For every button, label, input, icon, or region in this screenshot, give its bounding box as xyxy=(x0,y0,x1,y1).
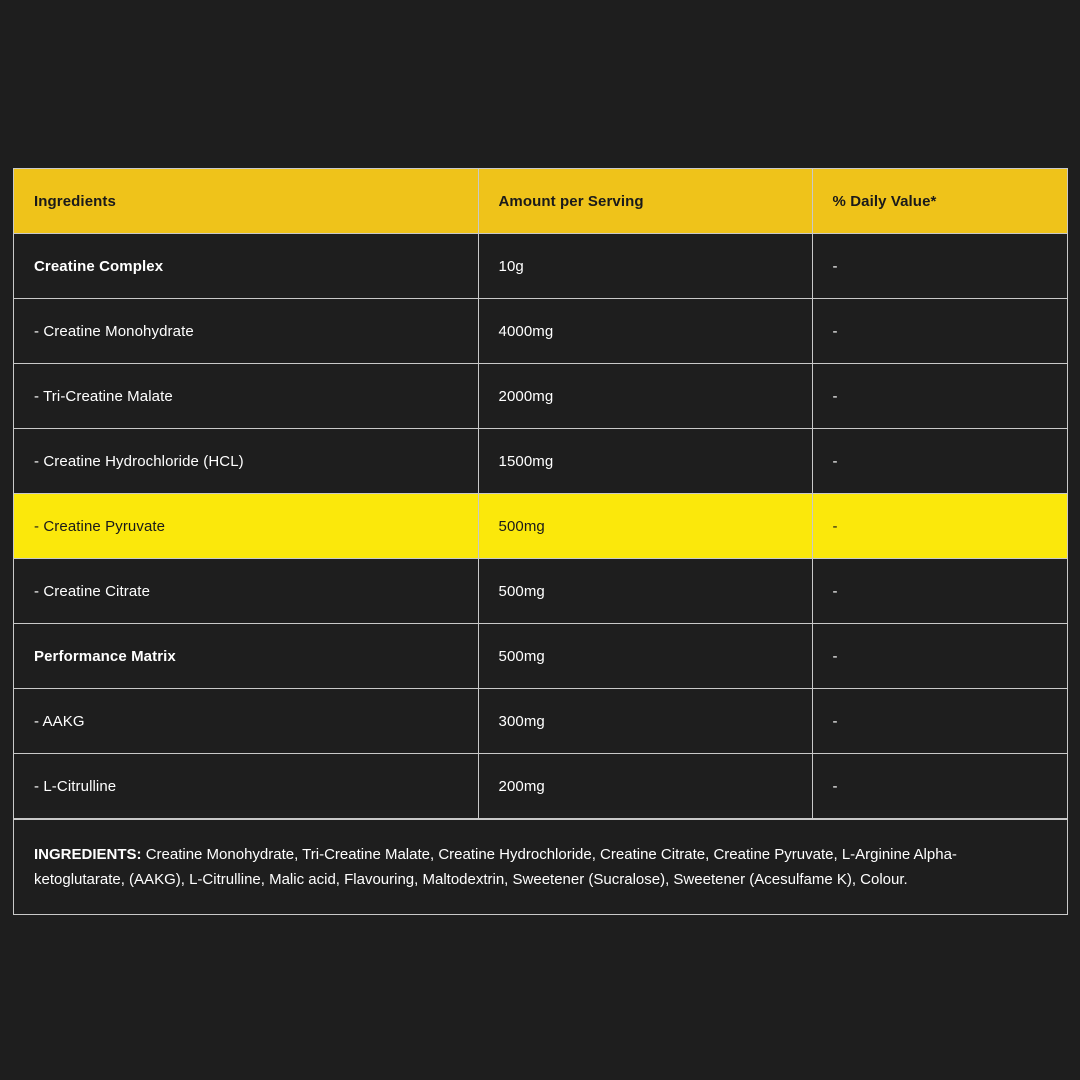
ingredient-name-cell: - Creatine Citrate xyxy=(14,559,478,624)
table-row xyxy=(14,429,1067,494)
table-header-row xyxy=(14,169,1067,234)
daily-value-cell: - xyxy=(812,299,1067,364)
amount-cell: 500mg xyxy=(478,559,812,624)
header-daily-value: % Daily Value* xyxy=(812,169,1067,234)
ingredient-name-cell: - Creatine Monohydrate xyxy=(14,299,478,364)
table-row xyxy=(14,559,1067,624)
ingredient-name-cell: - L-Citrulline xyxy=(14,754,478,819)
amount-cell: 300mg xyxy=(478,689,812,754)
header-amount-per-serving: Amount per Serving xyxy=(478,169,812,234)
daily-value-cell: - xyxy=(812,429,1067,494)
table-row xyxy=(14,299,1067,364)
daily-value-cell: - xyxy=(812,364,1067,429)
daily-value-cell: - xyxy=(812,234,1067,299)
table-row xyxy=(14,494,1067,559)
amount-cell: 500mg xyxy=(478,494,812,559)
ingredient-name-cell: Performance Matrix xyxy=(14,624,478,689)
ingredient-name-cell: - AAKG xyxy=(14,689,478,754)
daily-value-cell: - xyxy=(812,559,1067,624)
nutrition-facts-panel xyxy=(13,168,1068,915)
ingredients-statement xyxy=(14,819,1067,914)
table-row xyxy=(14,364,1067,429)
amount-cell: 500mg xyxy=(478,624,812,689)
amount-cell: 1500mg xyxy=(478,429,812,494)
ingredient-name-cell: - Creatine Pyruvate xyxy=(14,494,478,559)
table-row xyxy=(14,689,1067,754)
supplement-facts-table xyxy=(14,169,1067,819)
ingredients-text: Creatine Monohydrate, Tri-Creatine Malate, Creatine Hydrochloride, Creatine Citrate, Creatine Pyruvate, L-Arginine Alpha-ketoglutarate, (AAKG), L-Citrulline, Malic acid, Flavouring, Maltodextrin, Sweetener (Sucralose), Sweetener (Acesulfame K), Colour. xyxy=(34,846,957,888)
ingredients-label: INGREDIENTS: xyxy=(34,846,142,863)
amount-cell: 10g xyxy=(478,234,812,299)
ingredient-name-cell: - Tri-Creatine Malate xyxy=(14,364,478,429)
header-ingredients: Ingredients xyxy=(14,169,478,234)
amount-cell: 200mg xyxy=(478,754,812,819)
daily-value-cell: - xyxy=(812,689,1067,754)
table-row xyxy=(14,234,1067,299)
table-row xyxy=(14,754,1067,819)
ingredient-name-cell: Creatine Complex xyxy=(14,234,478,299)
amount-cell: 2000mg xyxy=(478,364,812,429)
ingredient-name-cell: - Creatine Hydrochloride (HCL) xyxy=(14,429,478,494)
daily-value-cell: - xyxy=(812,624,1067,689)
table-body xyxy=(14,234,1067,819)
daily-value-cell: - xyxy=(812,754,1067,819)
table-row xyxy=(14,624,1067,689)
daily-value-cell: - xyxy=(812,494,1067,559)
amount-cell: 4000mg xyxy=(478,299,812,364)
